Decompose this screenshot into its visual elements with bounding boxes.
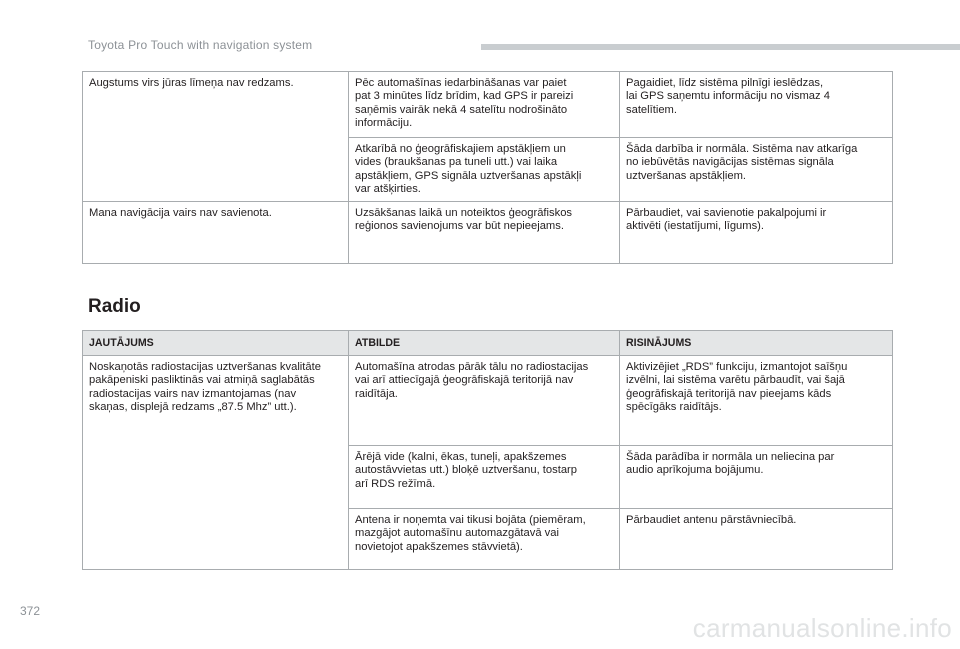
question-cell: Noskaņotās radiostacijas uztveršanas kvalitāte pakāpeniski pasliktinās vai atmiņā saglabātās radiostacijas vairs nav izmantojamas (nav skaņas, displejā redzams „87.5 Mhz” utt.). xyxy=(83,356,349,570)
solution-cell: Aktivizējiet „RDS” funkciju, izmantojot saīšņu izvēlni, lai sistēma varētu pārbaudīt, vai šajā ģeogrāfiskajā teritorijā nav pieejams kāds spēcīgāks raidītājs. xyxy=(620,356,893,446)
watermark-text: carmanualsonline.info xyxy=(692,613,952,643)
solution-cell: Pārbaudiet, vai savienotie pakalpojumi ir aktivēti (iestatījumi, līgums). xyxy=(620,201,893,263)
section-title-radio: Radio xyxy=(88,296,141,317)
table-row xyxy=(83,356,893,446)
page-number: 372 xyxy=(20,604,41,618)
question-cell: Mana navigācija vairs nav savienota. xyxy=(83,201,349,263)
header-divider-bar xyxy=(481,44,960,50)
solution-cell: Šāda darbība ir normāla. Sistēma nav atkarīga no iebūvētās navigācijas sistēmas signāla uztveršanas apstākļiem. xyxy=(620,138,893,202)
table-header-row xyxy=(83,331,893,356)
column-header-solution: RISINĀJUMS xyxy=(620,331,893,356)
answer-cell: Ārējā vide (kalni, ēkas, tuneļi, apakšzemes autostāvvietas utt.) bloķē uztveršanu, tostarp arī RDS režīmā. xyxy=(349,446,620,509)
solution-cell: Pārbaudiet antenu pārstāvniecībā. xyxy=(620,509,893,570)
solution-cell: Pagaidiet, līdz sistēma pilnīgi ieslēdzas, lai GPS saņemtu informāciju no vismaz 4 satelītiem. xyxy=(620,72,893,138)
radio-troubleshooting-table xyxy=(82,330,893,570)
column-header-answer: ATBILDE xyxy=(349,331,620,356)
column-header-question: JAUTĀJUMS xyxy=(83,331,349,356)
table-row xyxy=(83,201,893,263)
running-header-title: Toyota Pro Touch with navigation system xyxy=(88,38,313,52)
answer-cell: Antena ir noņemta vai tikusi bojāta (piemēram, mazgājot automašīnu automazgātavā vai novietojot apakšzemes stāvvietā). xyxy=(349,509,620,570)
question-cell: Augstums virs jūras līmeņa nav redzams. xyxy=(83,72,349,202)
table-row xyxy=(83,72,893,138)
solution-cell: Šāda parādība ir normāla un neliecina par audio aprīkojuma bojājumu. xyxy=(620,446,893,509)
answer-cell: Uzsākšanas laikā un noteiktos ģeogrāfiskos reģionos savienojums var būt nepieejams. xyxy=(349,201,620,263)
answer-cell: Automašīna atrodas pārāk tālu no radiostacijas vai arī attiecīgajā ģeogrāfiskajā teritorijā nav raidītāja. xyxy=(349,356,620,446)
answer-cell: Atkarībā no ģeogrāfiskajiem apstākļiem un vides (braukšanas pa tuneli utt.) vai laika apstākļiem, GPS signāla uztveršanas apstākļi var atšķirties. xyxy=(349,138,620,202)
gps-troubleshooting-table xyxy=(82,71,893,264)
answer-cell: Pēc automašīnas iedarbināšanas var paiet pat 3 minūtes līdz brīdim, kad GPS ir pareizi saņēmis vairāk nekā 4 satelītu nodrošināto informāciju. xyxy=(349,72,620,138)
